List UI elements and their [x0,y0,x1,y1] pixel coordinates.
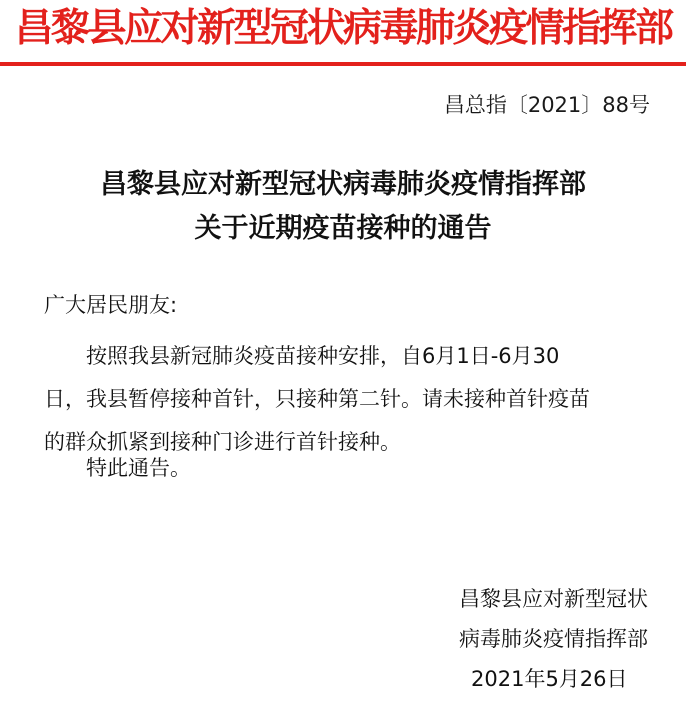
body-line: 的群众抓紧到接种门诊进行首针接种。 [44,430,401,454]
document-title [0,163,686,251]
body-line: 日，我县暂停接种首针，只接种第二针。请未接种首针疫苗 [44,387,590,411]
document-title-line-1: 昌黎县应对新型冠状病毒肺炎疫情指挥部 [100,169,586,200]
signature-block [459,579,648,699]
body-line: 按照我县新冠肺炎疫苗接种安排，自6月1日-6月30 [86,344,560,368]
document-number: 昌总指〔2021〕88号 [443,93,650,117]
closing-phrase: 特此通告。 [86,456,191,480]
body-paragraph [44,335,656,464]
signature-date: 2021年5月26日 [471,667,628,691]
salutation: 广大居民朋友: [44,293,178,317]
signature-issuer-line-2: 病毒肺炎疫情指挥部 [459,627,648,651]
document-title-line-2: 关于近期疫苗接种的通告 [194,213,492,244]
header-red-divider [0,62,686,66]
issuer-header-title: 昌黎县应对新型冠状病毒肺炎疫情指挥部 [14,5,672,51]
signature-issuer-line-1: 昌黎县应对新型冠状 [459,587,648,611]
